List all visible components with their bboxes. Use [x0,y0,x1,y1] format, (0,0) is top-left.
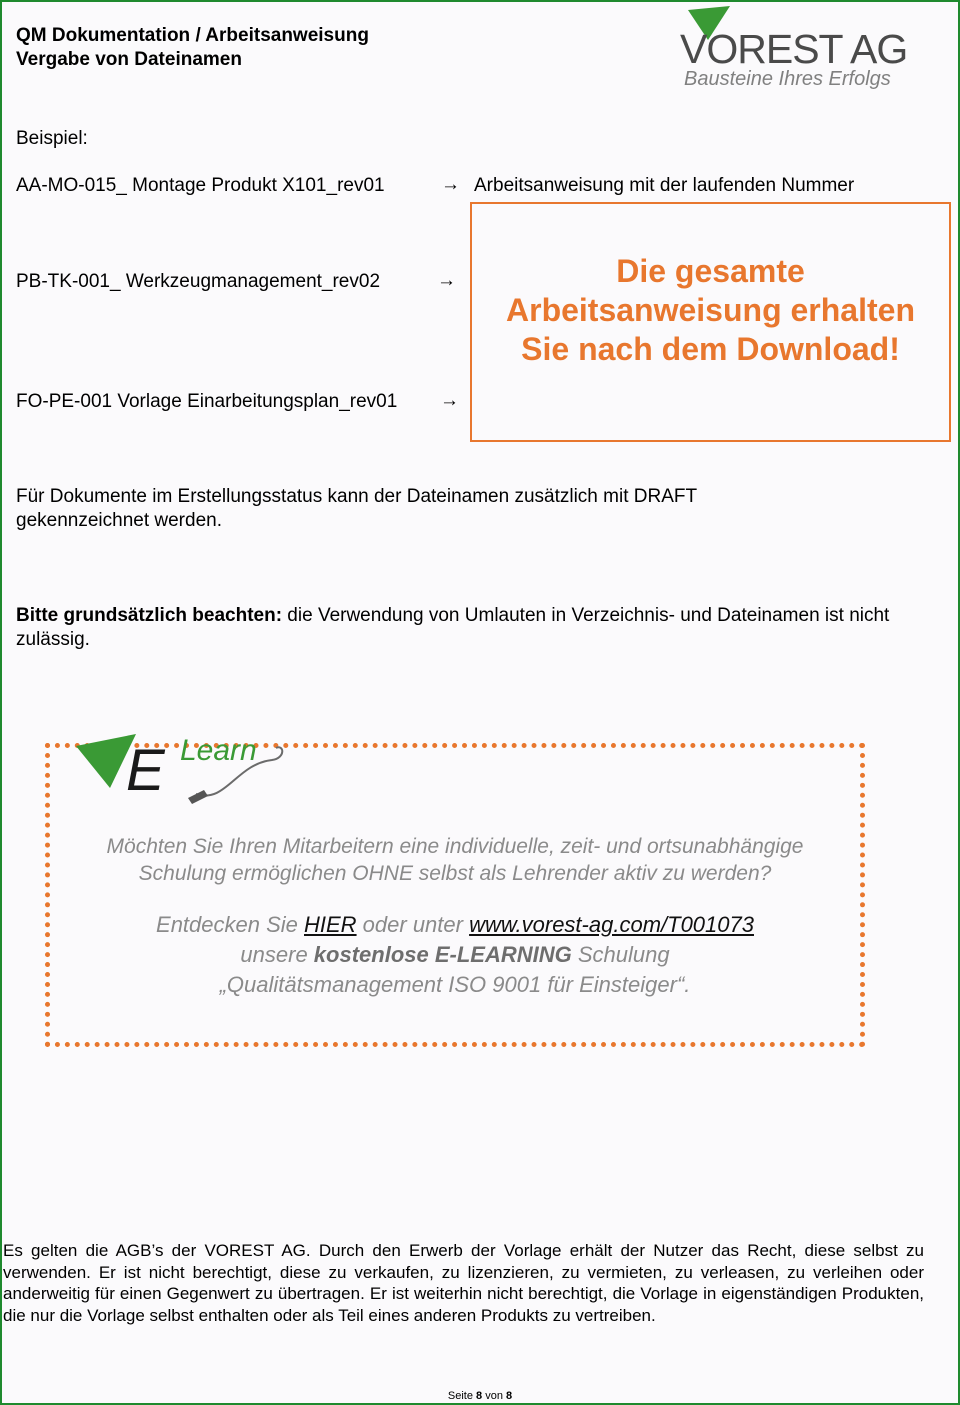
arrow-icon: → [440,390,459,411]
elearning-url-link[interactable]: www.vorest-ag.com/T001073 [469,912,754,937]
example-row-2-filename: PB-TK-001_ Werkzeugmanagement_rev02 [16,271,381,292]
elearn-logo-letter: E [126,738,165,803]
elearn-logo-word: Learn [180,734,257,767]
page-number-prefix: Seite [447,1390,477,1402]
elearn-logo-graphic [76,724,296,812]
logo-name: VOREST AG [680,26,908,72]
page-number [0,1390,960,1402]
example-row-1-description: Arbeitsanweisung mit der laufenden Nummer [474,175,855,196]
vorest-logo [678,4,908,96]
page-current: 8 [476,1390,483,1402]
title-line-2: Vergabe von Dateinamen [16,49,242,70]
umlaut-note-text: die Verwendung von Umlauten in Verzeichnis- und Dateinamen ist nicht zulässig. [16,605,890,650]
legal-notice: Es gelten die AGB’s der VOREST AG. Durch den Erwerb der Vorlage erhält der Nutzer das Recht, diese selbst zu verwenden. Er ist nicht berechtigt, diese zu verkaufen, zu lizenzieren, zu vermieten, zu verleasen, zu verleihen oder anderweitig für einen Gegenwert zu übertragen. Er ist weiterhin nicht berechtigt, die Vorlage in eigenständigen Produkten, die nur die Vorlage selbst enthalten oder als Teil eines anderen Produkts zu vertreiben. [3,1241,924,1325]
page-total: 8 [506,1390,513,1402]
umlaut-note-emphasis: Bitte grundsätzlich beachten: [16,605,283,626]
title-line-1: QM Dokumentation / Arbeitsanweisung [16,25,369,46]
arrow-icon: → [441,174,460,195]
example-row-3-filename: FO-PE-001 Vorlage Einarbeitungsplan_rev01 [16,391,398,412]
elearn-logo [76,724,296,812]
elearning-offer-line-3: „Qualitätsmanagement ISO 9001 für Einsteiger“. [219,972,691,997]
hier-link[interactable]: HIER [304,912,357,937]
page-number-mid: von [482,1390,506,1402]
elearning-offer [60,910,850,1000]
offer-line2-prefix: unsere [240,942,314,967]
offer-line1-prefix: Entdecken Sie [156,912,304,937]
document-title [16,24,369,72]
offer-line2-suffix: Schulung [571,942,670,967]
example-row-1-filename: AA-MO-015_ Montage Produkt X101_rev01 [16,175,385,196]
download-notice-box [470,202,951,442]
draft-note: Für Dokumente im Erstellungsstatus kann der Dateinamen zusätzlich mit DRAFT gekennzeichnet werden. [16,486,697,531]
download-notice-text: Die gesamte Arbeitsanweisung erhalten Sie nach dem Download! [506,252,915,367]
umlaut-note [16,604,916,652]
arrow-icon: → [437,270,456,291]
example-heading: Beispiel: [16,128,88,149]
offer-line2-bold: kostenlose E-LEARNING [313,942,572,967]
logo-tagline: Bausteine Ihres Erfolgs [684,68,891,90]
elearning-offer-line-1 [60,910,850,940]
elearning-offer-line-2 [60,940,850,970]
elearning-question: Möchten Sie Ihren Mitarbeitern eine individuelle, zeit- und ortsunabhängige Schulung ermöglichen OHNE selbst als Lehrender aktiv zu werden? [106,835,804,885]
offer-line1-mid: oder unter [356,912,470,937]
